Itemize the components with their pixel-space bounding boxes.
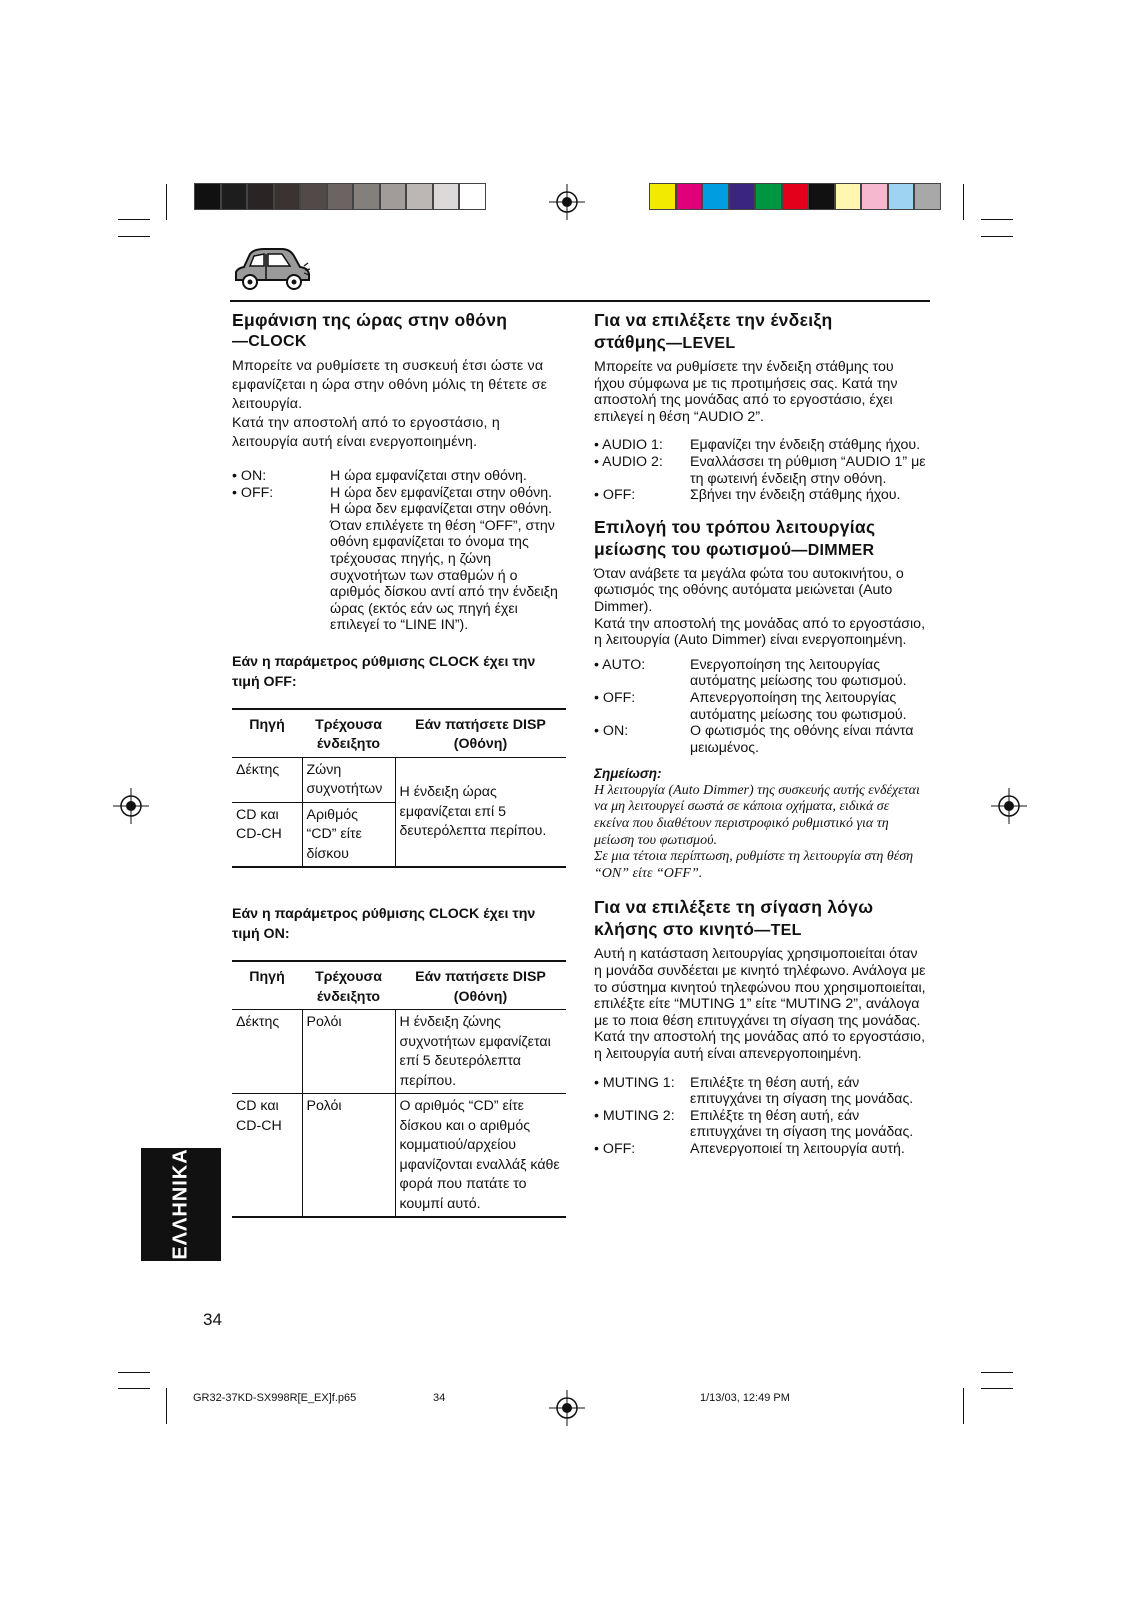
dimmer-option-auto: • AUTO: Ενεργοποίηση της λειτουργίας αυτόματης μείωσης του φωτισμού.: [594, 656, 907, 690]
clock-on-table: [232, 960, 566, 1218]
color-swatch: [808, 183, 835, 210]
header-rule: [230, 300, 930, 302]
color-swatch: [835, 183, 862, 210]
color-swatch: [406, 183, 433, 210]
color-swatch: [649, 183, 676, 210]
color-swatch: [702, 183, 729, 210]
level-option-audio2: • AUDIO 2: Εναλλάσσει τη ρύθμιση “AUDIO 1” με τη φωτεινή ένδειξη στην οθόνη.: [594, 453, 926, 487]
tel-section-title: Για να επιλέξετε τη σίγαση λόγω: [594, 897, 874, 918]
table-cell: Δέκτης: [232, 757, 302, 802]
table-cell: Η ένδειξη ζώνης συχνοτήτων εμφανίζεται επί 5 δευτερόλεπτα περίπου.: [395, 1010, 566, 1094]
page-number: 34: [203, 1310, 222, 1329]
th-source: Πηγή: [232, 709, 302, 758]
registration-mark-left-icon: [113, 788, 149, 824]
th-disp: Εάν πατήσετε DISP (Οθόνη): [395, 961, 566, 1010]
clock-section-subtitle: —CLOCK: [232, 333, 307, 350]
tel-option-off: • OFF: Απενεργοποιεί τη λειτουργία αυτή.: [594, 1140, 905, 1157]
clock-off-table: [232, 708, 566, 869]
footer-filename: GR32-37KD-SX998R[E_EX]f.p65: [193, 1392, 357, 1404]
registration-mark-right-icon: [991, 788, 1027, 824]
color-swatch: [782, 183, 809, 210]
language-side-tab: [141, 1148, 221, 1261]
th-current: Τρέχουσα ένδειξητο: [302, 709, 395, 758]
color-swatch: [327, 183, 354, 210]
left-column: [232, 309, 566, 1218]
dimmer-option-on: • ON: Ο φωτισμός της οθόνης είναι πάντα μειωμένος.: [594, 723, 914, 756]
clock-option-off: • OFF: Η ώρα δεν εμφανίζεται στην οθόνη. Η ώρα δεν εμφανίζεται στην οθόνη. Όταν επιλέγετε τη θέση “OFF”, στην οθόνη εμφανίζεται το όνομα της τρέχουσας πηγής, η ζώνη συχνοτήτων των σταθμών ή ο αριθμός δίσκου αντί από την ένδειξη ώρας (εκτός εάν ως πηγή έχει επιλεγεί το “LINE IN”).: [232, 484, 558, 634]
table-cell: Η ένδειξη ώρας εμφανίζεται επί 5 δευτερόλεπτα περίπου.: [395, 757, 566, 867]
clock-paragraph-2: Κατά την αποστολή από το εργοστάσιο, η λειτουργία αυτή είναι ενεργοποιημένη.: [232, 415, 500, 450]
color-swatch: [221, 183, 248, 210]
dimmer-section-title: Επιλογή του τρόπου λειτουργίας: [594, 516, 876, 537]
th-source: Πηγή: [232, 961, 302, 1010]
color-swatch: [274, 183, 301, 210]
dimmer-section-title-line2: μείωσης του φωτισμού—DIMMER: [594, 538, 875, 559]
tel-paragraph-2: Κατά την αποστολή της μονάδας από το εργοστάσιο, η λειτουργία αυτή είναι απενεργοποιημένη.: [594, 1029, 926, 1062]
color-swatch: [380, 183, 407, 210]
color-swatch: [247, 183, 274, 210]
level-section-title-line2: στάθμης—LEVEL: [594, 332, 736, 352]
th-disp: Εάν πατήσετε DISP (Οθόνη): [395, 709, 566, 758]
tel-section-title-line2: κλήσης στο κινητό—TEL: [594, 919, 802, 940]
level-option-off: • OFF: Σβήνει την ένδειξη στάθμης ήχου.: [594, 487, 901, 504]
table-cell: CD και CD-CH: [236, 1098, 282, 1134]
color-swatch: [676, 183, 703, 210]
color-swatch: [914, 183, 941, 210]
level-section-title: Για να επιλέξετε την ένδειξη: [594, 310, 833, 330]
table-cell: Ζώνη συχνοτήτων: [302, 757, 395, 802]
level-option-audio1: • AUDIO 1: Εμφανίζει την ένδειξη στάθμης ήχου.: [594, 437, 921, 454]
color-swatch: [194, 183, 221, 210]
on-table-heading: Εάν η παράμετρος ρύθμισης CLOCK έχει την τιμή ON:: [232, 906, 536, 943]
color-swatch: [888, 183, 915, 210]
color-swatch: [459, 183, 486, 210]
color-swatch: [433, 183, 460, 210]
clock-section-title: Εμφάνιση της ώρας στην οθόνη: [232, 310, 508, 330]
registration-mark-top-icon: [549, 184, 585, 220]
note-paragraph-2: Σε μια τέτοια περίπτωση, ρυθμίστε τη λειτουργία στη θέση “ON” είτε “OFF”.: [594, 849, 914, 881]
right-column: [594, 309, 926, 1158]
color-swatch: [353, 183, 380, 210]
note-paragraph-1: Η λειτουργία (Auto Dimmer) της συσκευής αυτής ενδέχεται να μη λειτουργεί σωστά σε κάποια οχήματα, ειδικά σε εκείνα που διαθέτουν περιστροφικό ρυθμιστικό για τη μείωση του φωτισμού.: [594, 782, 920, 848]
table-cell: CD και CD-CH: [236, 806, 282, 843]
color-swatch: [861, 183, 888, 210]
language-tab-label: ΕΛΛΗΝΙΚΑ: [169, 1148, 192, 1260]
dimmer-paragraph-2: Κατά την αποστολή της μονάδας από το εργοστάσιο, η λειτουργία (Auto Dimmer) είναι ενεργοποιημένη.: [594, 615, 926, 649]
clock-option-on: • ON: Η ώρα εμφανίζεται στην οθόνη.: [232, 468, 527, 484]
th-current: Τρέχουσα ένδειξητο: [302, 961, 395, 1010]
tel-paragraph-1: Αυτή η κατάσταση λειτουργίας χρησιμοποιείται όταν η μονάδα συνδέεται με κινητό τηλέφωνο. Ανάλογα με το σύστημα κινητού τηλεφώνου που χρησιμοποιείται, επιλέξτε είτε “MUTING 1” είτε “MUTING 2”, ανάλογα με το ποια θέση επιτυγχάνει τη σίγαση της μονάδας.: [594, 946, 926, 1029]
table-cell: Δέκτης: [232, 1010, 302, 1094]
clock-paragraph-1: Μπορείτε να ρυθμίσετε τη συσκευή έτσι ώστε να εμφανίζεται η ώρα στην οθόνη μόλις τη θέτετε σε λειτουργία.: [232, 358, 548, 412]
footer-timestamp: 1/13/03, 12:49 PM: [700, 1392, 790, 1404]
color-swatch: [729, 183, 756, 210]
tel-option-muting1: • MUTING 1: Επιλέξτε τη θέση αυτή, εάν επιτυγχάνει τη σίγαση της μονάδας.: [594, 1074, 914, 1108]
footer-page: 34: [433, 1392, 446, 1404]
table-cell: Αριθμός “CD” είτε δίσκου: [302, 802, 395, 867]
dimmer-option-off: • OFF: Απενεργοποίηση της λειτουργίας αυτόματης μείωσης του φωτισμού.: [594, 689, 907, 723]
car-icon: [230, 246, 315, 296]
registration-mark-bottom-icon: [549, 1390, 585, 1426]
table-cell: Ο αριθμός “CD” είτε δίσκου και ο αριθμός κομματιού/αρχείου μφανίζονται εναλλάξ κάθε φορά που πατάτε το κουμπί αυτό.: [395, 1094, 566, 1218]
off-table-heading: Εάν η παράμετρος ρύθμισης CLOCK έχει την τιμή OFF:: [232, 653, 536, 690]
color-swatch: [755, 183, 782, 210]
dimmer-paragraph-1: Όταν ανάβετε τα μεγάλα φώτα του αυτοκινήτου, ο φωτισμός της οθόνης αυτόματα μειώνεται (Auto Dimmer).: [594, 565, 904, 615]
table-cell: Ρολόι: [302, 1094, 395, 1218]
table-cell: Ρολόι: [302, 1010, 395, 1094]
tel-option-muting2: • MUTING 2: Επιλέξτε τη θέση αυτή, εάν επιτυγχάνει τη σίγαση της μονάδας.: [594, 1107, 914, 1141]
level-paragraph: Μπορείτε να ρυθμίσετε την ένδειξη στάθμης του ήχου σύμφωνα με τις προτιμήσεις σας. Κατά την αποστολή της μονάδας από το εργοστάσιο, έχει επιλεγεί η θέση “AUDIO 2”.: [594, 359, 898, 425]
note-label: Σημείωση:: [594, 766, 662, 782]
color-swatch: [300, 183, 327, 210]
